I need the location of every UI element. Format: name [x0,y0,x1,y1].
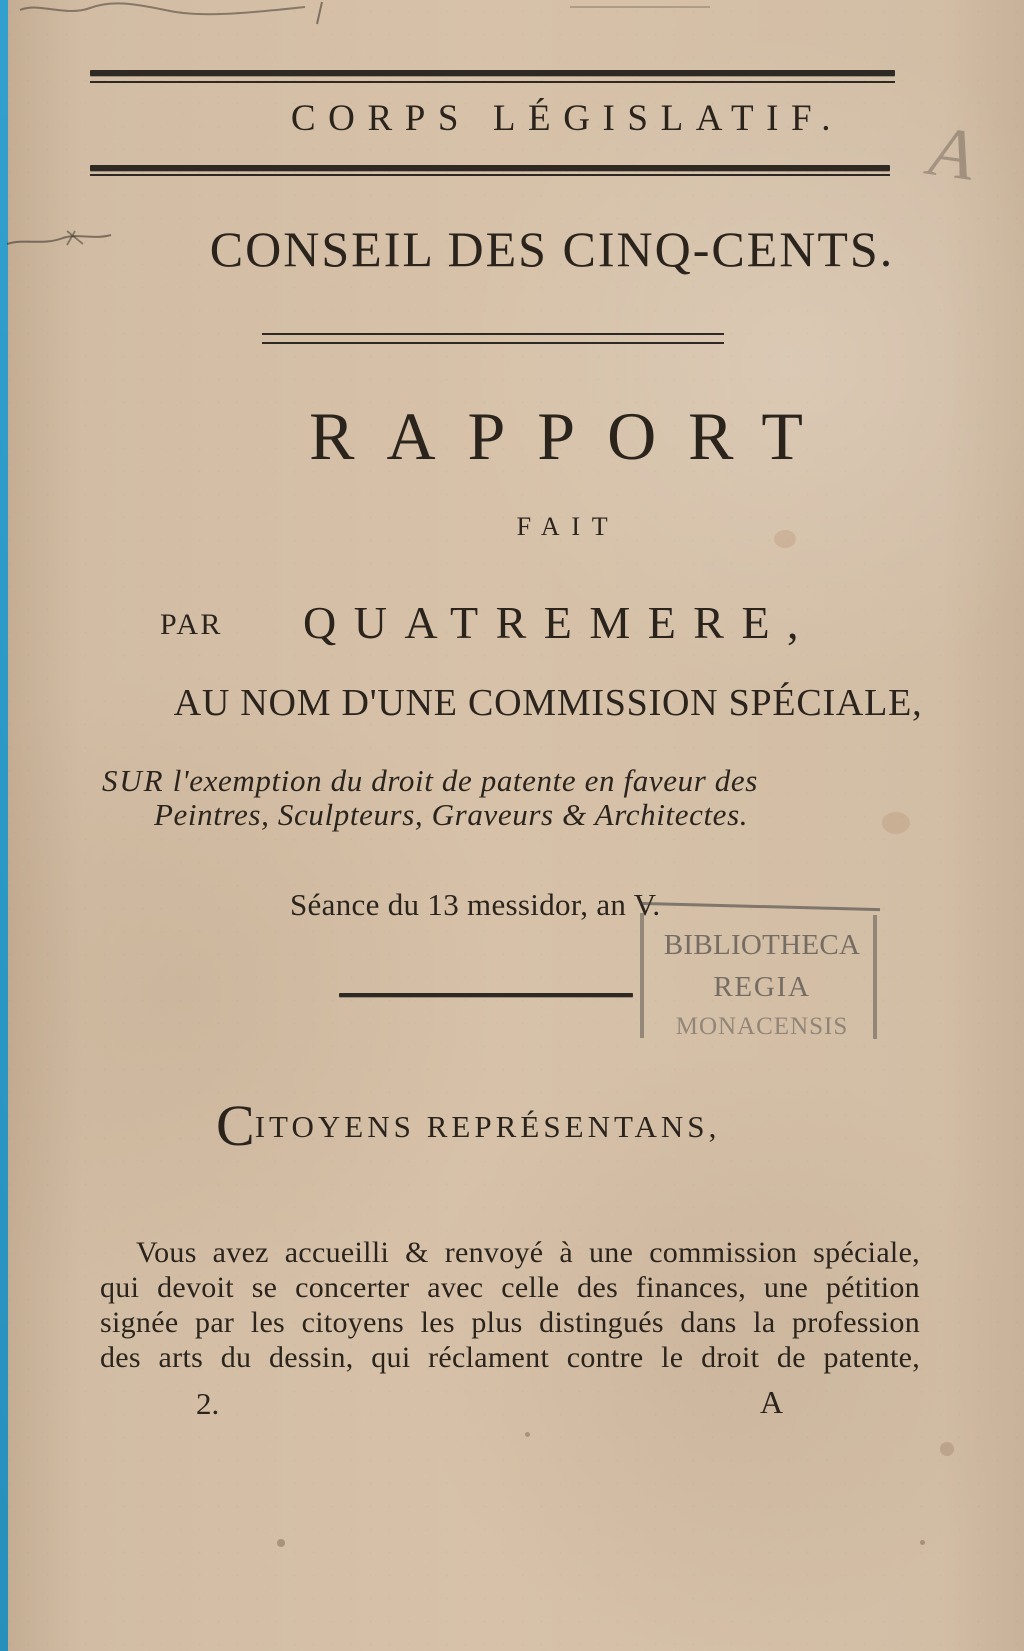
library-stamp [640,905,882,1050]
fait-line: FAIT [516,512,620,541]
salutation [216,1092,720,1159]
handwriting-fragment [10,0,710,28]
author-name: QUATREMERE, [303,597,816,648]
author-line [160,596,860,656]
paper-spot [277,1539,285,1547]
session-rule [339,993,633,997]
subject-line-2: Peintres, Sculpteurs, Graveurs & Architectes. [154,797,749,832]
stamp-top-border [640,902,880,917]
title-separator [262,333,724,335]
body-line-3: signée par les citoyens les plus distingués dans la profession [100,1306,920,1339]
header-top-rule [90,70,895,76]
margin-letter: A [924,110,980,196]
signature-mark: 2. [196,1386,220,1421]
stamp-right-border [873,915,877,1039]
header-top-rule-underline [90,81,895,83]
paper-spot [920,1540,925,1545]
subject-text-1: l'exemption du droit de patente en faveur des [172,763,758,798]
subject-paragraph [102,764,922,832]
header-bottom-rule [90,165,890,171]
session-date: Séance du 13 messidor, an V. [290,887,661,922]
stamp-line-2: REGIA [713,971,811,1003]
stamp-line-3: MONACENSIS [675,1013,849,1040]
subject-lead: SUR [102,763,165,798]
council-title: CONSEIL DES CINQ-CENTS. [209,221,895,277]
paper-spot [525,1432,530,1437]
stamp-line-1: BIBLIOTHECA [663,929,861,961]
stamp-left-border [640,913,644,1038]
body-line-1: Vous avez accueilli & renvoyé à une commission spéciale, [136,1236,920,1269]
page-mark: A [760,1384,784,1420]
body-line-2: qui devoit se concerter avec celle des finances, une pétition [100,1271,920,1304]
salutation-text: ITOYENS REPRÉSENTANS, [254,1109,721,1144]
body-line-4: des arts du dessin, qui réclament contre le droit de patente, [100,1341,920,1374]
legislative-header: CORPS LÉGISLATIF. [290,98,844,139]
par-label: PAR [160,608,223,641]
paper-stain [940,1442,954,1456]
subject-line-1 [102,764,922,798]
commission-line: AU NOM D'UNE COMMISSION SPÉCIALE, [173,682,923,724]
report-title: RAPPORT [309,398,835,474]
salutation-initial: C [216,1093,255,1158]
body-paragraph [100,1235,920,1375]
